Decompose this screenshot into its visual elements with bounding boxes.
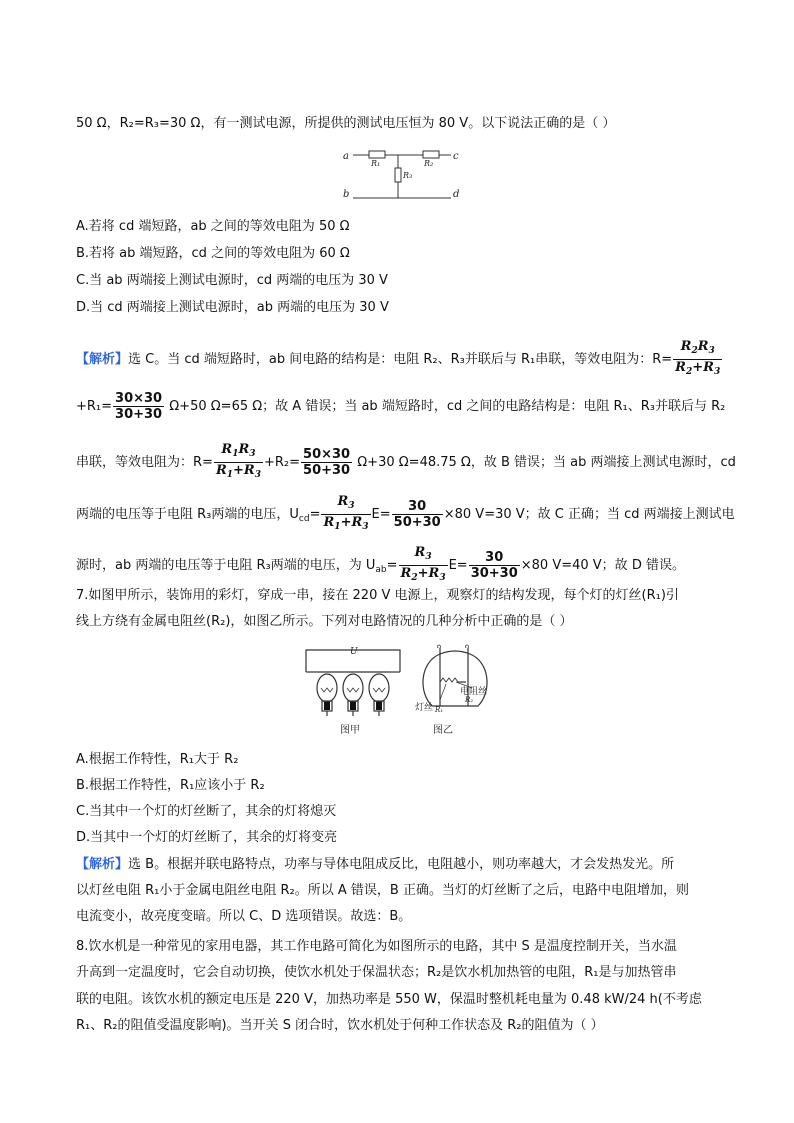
q7-option-a: A.根据工作特性，R₁大于 R₂ xyxy=(76,752,239,767)
q7-option-b: B.根据工作特性，R₁应该小于 R₂ xyxy=(76,778,265,793)
q7-option-d: D.当其中一个灯的灯丝断了，其余的灯将变亮 xyxy=(76,830,338,845)
fraction-r3-divider-2: $\frac{R_3}{R_2+R_3}$ xyxy=(400,545,446,583)
q6-analysis-line-1: 【解析】选 C。当 cd 端短路时，ab 间电路的结构是：电阻 R₂、R₃并联后与 R₁串联，等效电阻为：R= $\frac{R_2R_3}{R_2+R_3}$ xyxy=(76,339,723,380)
q6-option-b: B.若将 ab 端短路，cd 之间的等效电阻为 60 Ω xyxy=(76,246,350,261)
q6-option-c: C.当 ab 两端接上测试电源时，cd 两端的电压为 30 V xyxy=(76,273,388,288)
analysis-tag: 【解析】 xyxy=(76,352,129,367)
figure-b-caption: 图乙 xyxy=(433,725,453,736)
fraction-30-over-80: $\frac{30}{50+30}$ xyxy=(393,499,441,530)
q8-stem-line-4: R₁、R₂的阻值受温度影响)。当开关 S 闭合时，饮水机处于何种工作状态及 R₂的阻值为（ ） xyxy=(76,1018,604,1033)
q6-analysis-line-2: +R₁= $\frac{30\times 30}{30+30}$ Ω+50 Ω=65 Ω；故 A 错误；当 ab 端短路时，cd 之间的电路结构是：电阻 R₁、R₃并联后与 R₂ xyxy=(76,391,726,422)
q6-stem: 50 Ω，R₂=R₃=30 Ω，有一测试电源，所提供的测试电压恒为 80 V。以下说法正确的是（ ） xyxy=(76,116,616,131)
q7-analysis-line-2: 以灯丝电阻 R₁小于金属电阻丝电阻 R₂。所以 A 错误，B 正确。当灯的灯丝断了之后，电路中电阻增加，则 xyxy=(76,883,689,898)
resistor-r3-label: R₃ xyxy=(403,171,413,180)
voltage-u-label: U xyxy=(350,647,358,657)
analysis-tag: 【解析】 xyxy=(76,857,129,872)
terminal-d-label: d xyxy=(453,189,460,200)
terminal-c-label: c xyxy=(453,151,459,162)
q7-lamp-figure xyxy=(300,644,520,738)
fraction-r1r3-parallel: $\frac{R_1R_3}{R_1+R_3}$ xyxy=(215,442,261,480)
figure-a-caption: 图甲 xyxy=(340,725,360,736)
fraction-30x30: $\frac{30\times 30}{30+30}$ xyxy=(115,391,163,422)
terminal-b-label: b xyxy=(343,189,350,200)
q7-analysis-line-3: 电流变小，故亮度变暗。所以 C、D 选项错误。故选：B。 xyxy=(76,909,412,924)
fraction-50x30: $\frac{50\times 30}{50+30}$ xyxy=(303,447,351,478)
q7-stem-line-1: 7.如图甲所示，装饰用的彩灯，穿成一串，接在 220 V 电源上，观察灯的结构发现，每个灯的灯丝(R₁)引 xyxy=(76,588,679,603)
terminal-a-label: a xyxy=(343,151,349,162)
filament-label: 灯丝 xyxy=(415,703,434,713)
resistor-r2-label: R₂ xyxy=(424,159,434,168)
resistor-r1-label: R₁ xyxy=(371,159,381,168)
filament-r1-label: R₁ xyxy=(435,706,444,714)
q6-option-d: D.当 cd 两端接上测试电源时，ab 两端的电压为 30 V xyxy=(76,300,389,315)
q6-analysis-line-3: 串联，等效电阻为：R= $\frac{R_1R_3}{R_1+R_3}$ +R₂= $\frac{50\times 30}{50+30}$ Ω+30 Ω=48.75 Ω，故 B 错误；当 ab 两端接上测试电源时，cd xyxy=(76,442,736,483)
q8-stem-line-2: 升高到一定温度时，它会自动切换，使饮水机处于保温状态；R₂是饮水机加热管的电阻，R₁是与加热管串 xyxy=(76,965,677,980)
q6-circuit-figure xyxy=(340,143,465,205)
q7-option-c: C.当其中一个灯的灯丝断了，其余的灯将熄灭 xyxy=(76,804,337,819)
q6-option-a: A.若将 cd 端短路，ab 之间的等效电阻为 50 Ω xyxy=(76,219,350,234)
q7-stem-line-2: 线上方绕有金属电阻丝(R₂)，如图乙所示。下列对电路情况的几种分析中正确的是（ ） xyxy=(76,614,573,629)
fraction-r2r3-parallel: $\frac{R_2R_3}{R_2+R_3}$ xyxy=(675,339,721,377)
q6-analysis-line-5: 源时，ab 两端的电压等于电阻 R₃两端的电压，为 $U_{ab}=$ $\frac{R_3}{R_2+R_3}$ E= $\frac{30}{30+30}$ ×80 V=40 V；故 D 错误。 xyxy=(76,545,685,586)
fraction-r3-divider: $\frac{R_3}{R_1+R_3}$ xyxy=(323,494,369,532)
q8-stem-line-1: 8.饮水机是一种常见的家用电器，其工作电路可简化为如图所示的电路，其中 S 是温度控制开关，当水温 xyxy=(76,939,677,954)
q7-analysis-line-1: 【解析】选 B。根据并联电路特点，功率与导体电阻成反比，电阻越小，则功率越大，才会发热发光。所 xyxy=(76,857,675,872)
resistance-wire-label: 电阻丝 xyxy=(460,687,488,697)
q8-stem-line-3: 联的电阻。该饮水机的额定电压是 220 V，加热功率是 550 W，保温时整机耗电量为 0.48 kW/24 h(不考虑 xyxy=(76,992,702,1007)
fraction-30-over-60: $\frac{30}{30+30}$ xyxy=(470,550,518,581)
wire-r2-label: R₂ xyxy=(465,696,474,704)
q6-analysis-line-4: 两端的电压等于电阻 R₃两端的电压，$U_{cd}=$ $\frac{R_3}{R_1+R_3}$ E= $\frac{30}{50+30}$ ×80 V=30 V；故 C 正确；当 cd 两端接上测试电 xyxy=(76,494,735,535)
